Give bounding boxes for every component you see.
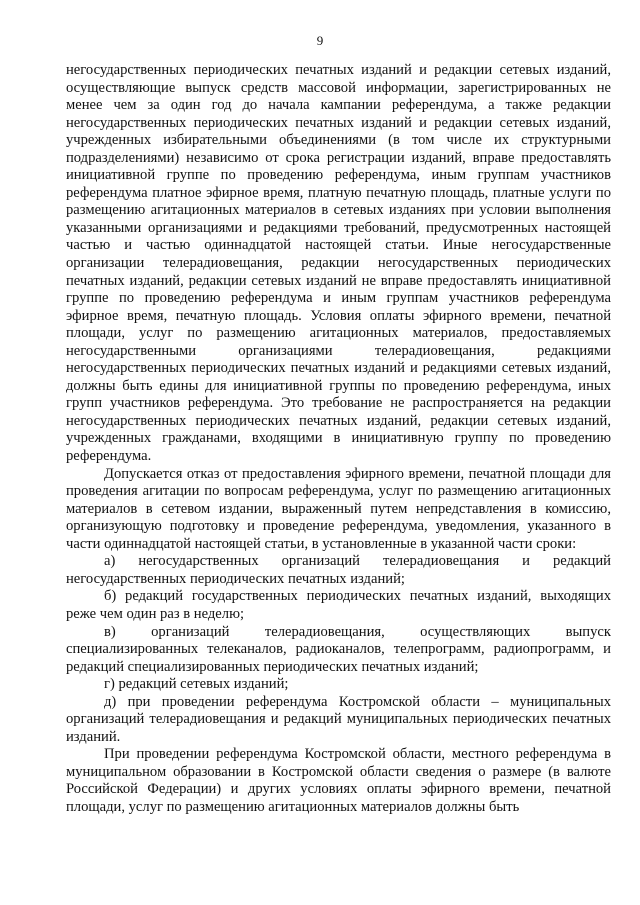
paragraph: в) организаций телерадиовещания, осуществляющих выпуск специализированных телеканалов, радиоканалов, телепрограмм, радиопрограмм, и редакций специализированных периодических печатных изданий; bbox=[66, 623, 611, 675]
paragraph: д) при проведении референдума Костромской области – муниципальных организаций телерадиовещания и редакций муниципальных периодических печатных изданий. bbox=[66, 693, 611, 745]
page-number: 9 bbox=[316, 33, 324, 48]
paragraph: При проведении референдума Костромской области, местного референдума в муниципальном образовании в Костромской области сведения о размере (в валюте Российской Федерации) и других условиях оплаты эфирного времени, печатной площади, услуг по размещению агитационных материалов должны быть bbox=[66, 746, 611, 815]
paragraph: а) негосударственных организаций телерадиовещания и редакций негосударственных периодических печатных изданий; bbox=[66, 553, 611, 587]
document-body bbox=[66, 62, 611, 817]
paragraph: негосударственных периодических печатных изданий и редакции сетевых изданий, осуществляющие выпуск средств массовой информации, зарегистрированных не менее чем за один год до начала кампании референдума, а также редакции негосударственных периодических печатных изданий и редакции сетевых изданий, учрежденных избирательными объединениями (в том числе их структурными подразделениями) независимо от срока регистрации изданий, вправе предоставлять инициативной группе по проведению референдума, иным группам участников референдума платное эфирное время, платную печатную площадь, платные услуги по размещению агитационных материалов в сетевых изданиях при условии выполнения указанными организациями и редакциями требований, предусмотренных настоящей частью и частью одиннадцатой настоящей статьи. Иные негосударственные организации телерадиовещания, редакции негосударственных периодических печатных изданий, редакции сетевых изданий не вправе предоставлять инициативной группе по проведению референдума и иным группам участников референдума эфирное время, печатную площадь. Условия оплаты эфирного времени, печатной площади, услуг по размещению агитационных материалов, предоставляемых негосударственными организациями телерадиовещания, редакциями негосударственных периодических печатных изданий и редакциями сетевых изданий, должны быть едины для инициативной группы по проведению референдума, иных групп участников референдума. Это требование не распространяется на редакции негосударственных периодических печатных изданий, редакции сетевых изданий, учрежденных гражданами, входящими в инициативную группу по проведению референдума. bbox=[66, 62, 611, 465]
paragraph: Допускается отказ от предоставления эфирного времени, печатной площади для проведения агитации по вопросам референдума, услуг по размещению агитационных материалов в сетевом издании, выраженный путем непредставления в комиссию, организующую подготовку и проведение референдума, уведомления, указанного в части одиннадцатой настоящей статьи, в установленные в указанной части сроки: bbox=[66, 465, 611, 552]
paragraph: г) редакций сетевых изданий; bbox=[104, 676, 289, 693]
paragraph: б) редакций государственных периодических печатных изданий, выходящих реже чем один раз в неделю; bbox=[66, 588, 611, 622]
